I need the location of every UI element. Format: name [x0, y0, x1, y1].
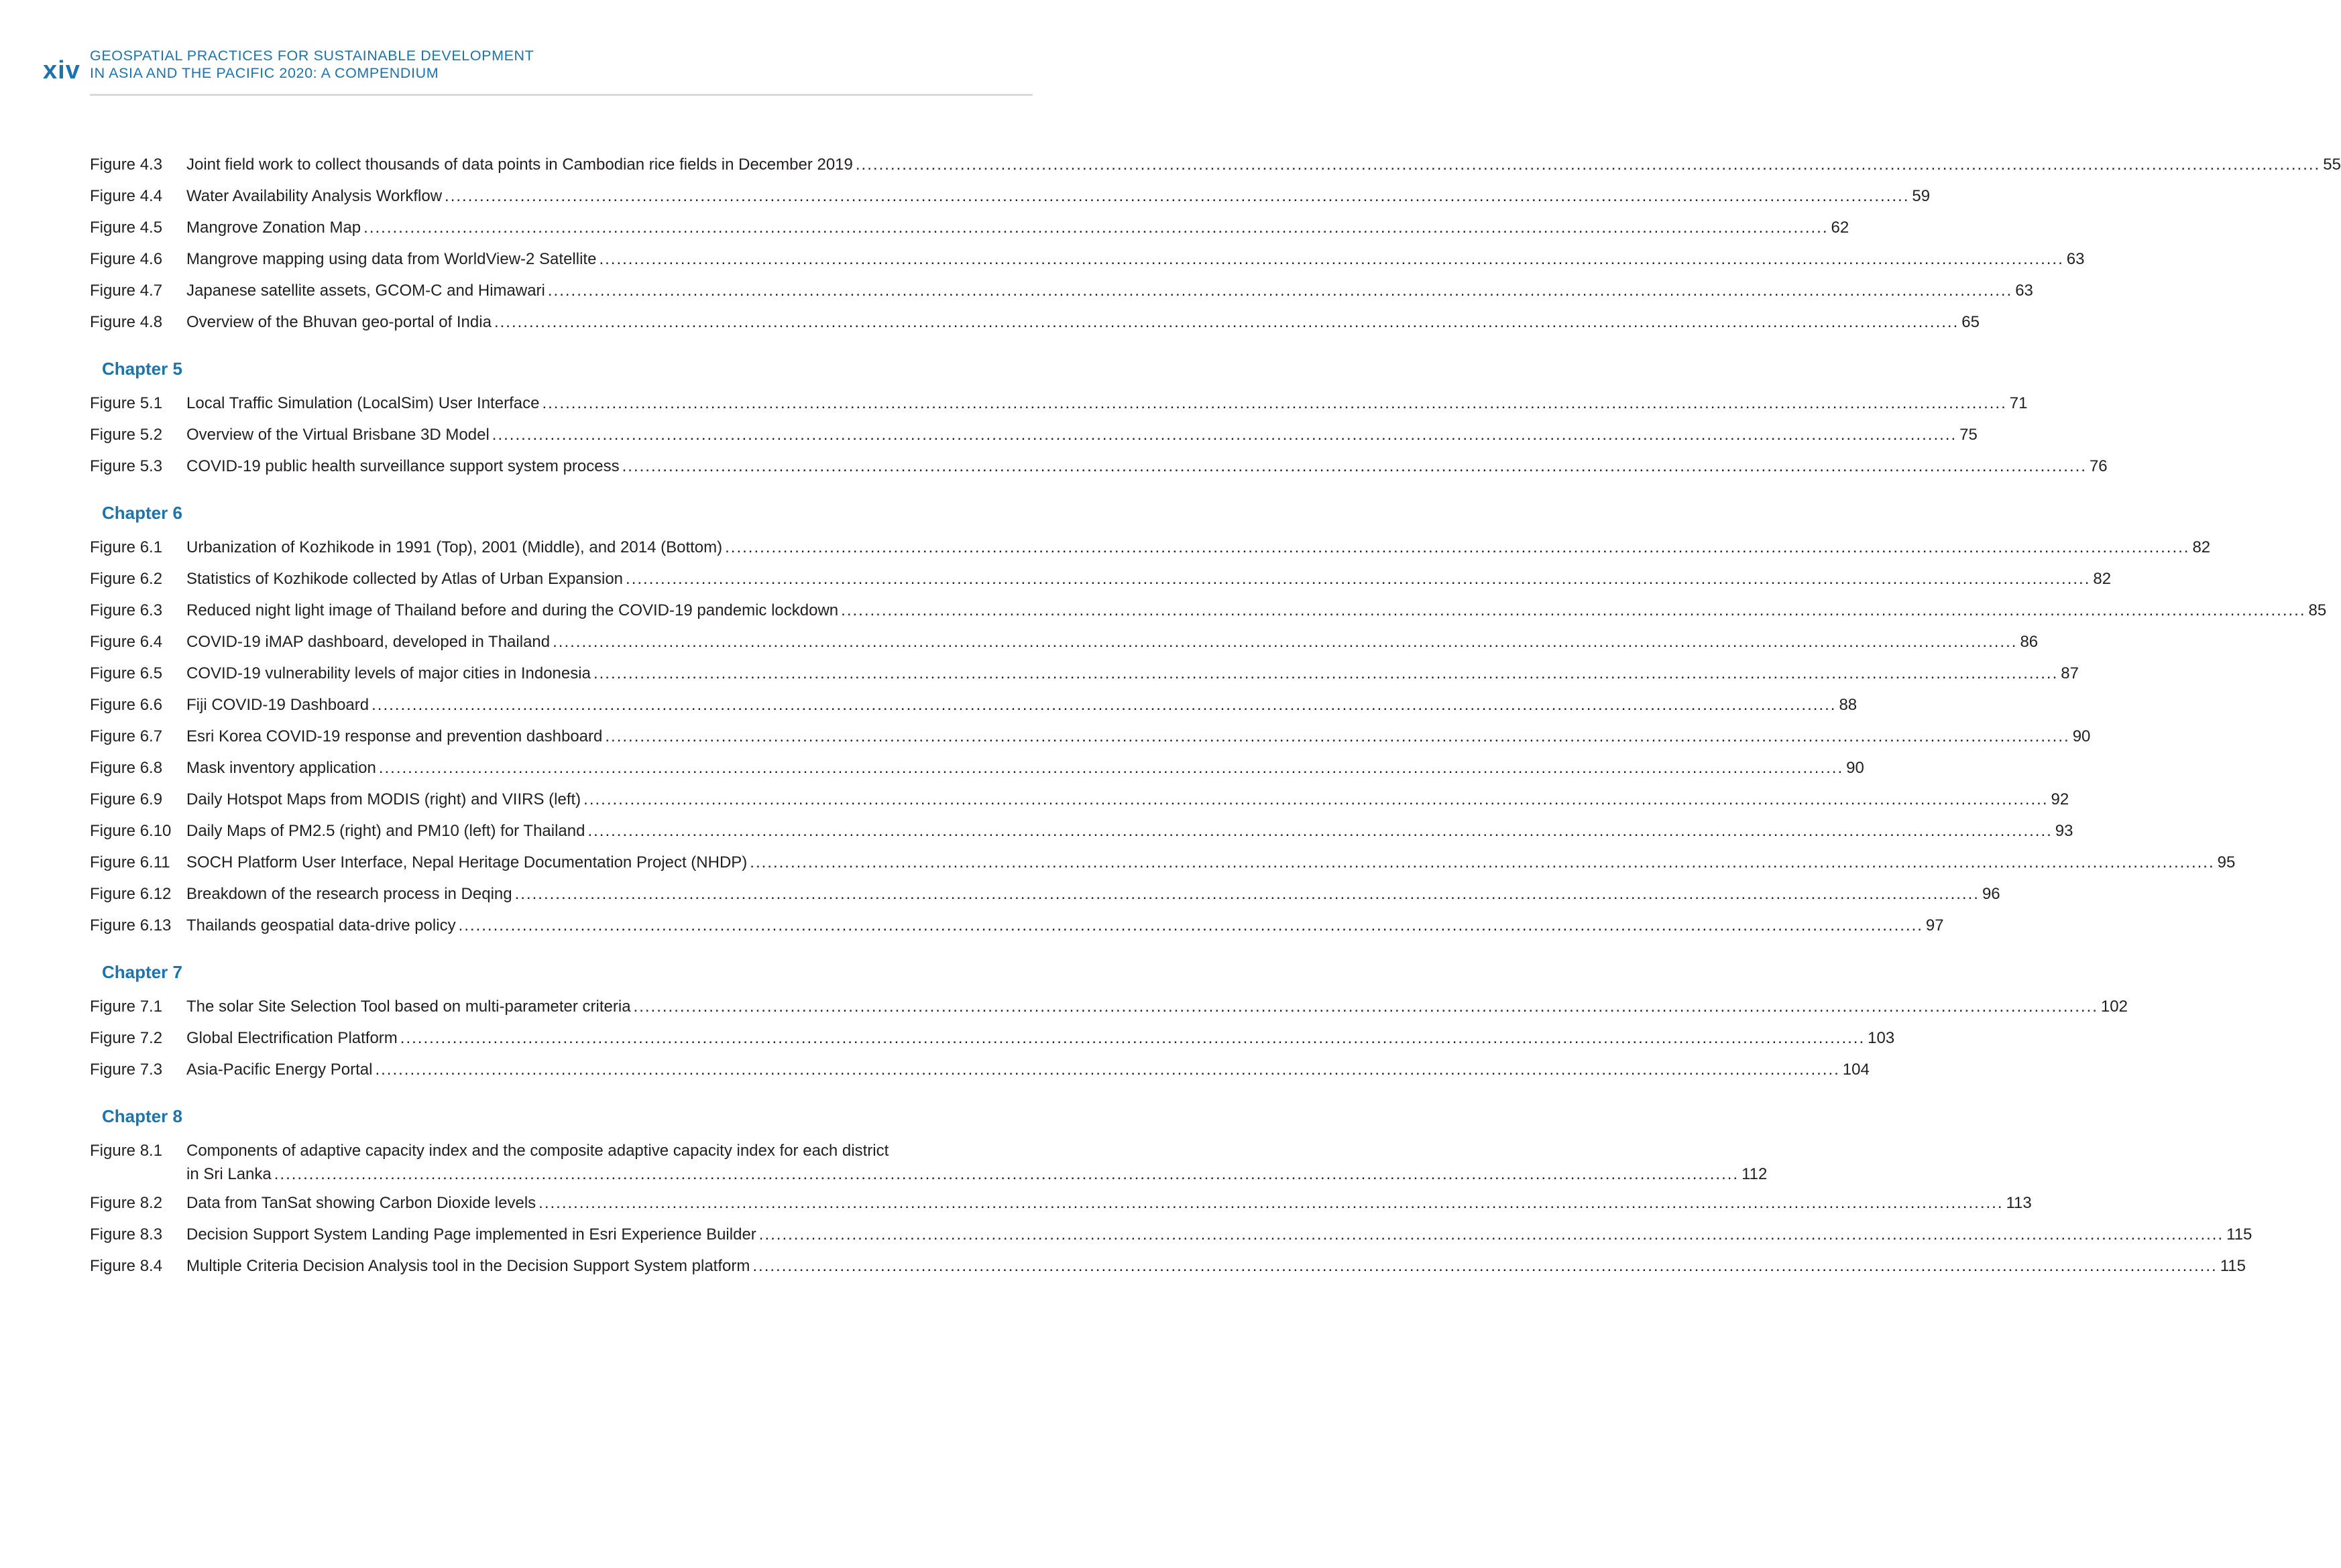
dot-leader — [548, 275, 2012, 306]
dot-leader — [587, 815, 2052, 847]
page-reference: 62 — [1831, 219, 1849, 237]
figure-title: COVID-19 iMAP dashboard, developed in Thailand — [186, 633, 551, 651]
toc-section — [90, 494, 2327, 941]
figure-title: Water Availability Analysis Workflow — [186, 187, 443, 205]
dot-leader — [750, 847, 2214, 878]
figure-title: Decision Support System Landing Page implemented in Esri Experience Builder — [186, 1225, 756, 1244]
dot-leader — [538, 1187, 2003, 1219]
dot-leader — [379, 752, 1843, 784]
figure-entry[interactable] — [90, 450, 2108, 482]
figure-label: Figure 4.7 — [90, 282, 163, 300]
dot-leader — [583, 784, 2048, 815]
figure-entry[interactable] — [90, 991, 2128, 1022]
figure-label: Figure 6.7 — [90, 727, 163, 745]
page-reference: 96 — [1982, 885, 2000, 903]
dot-leader — [459, 910, 1923, 941]
page-header — [43, 44, 1033, 95]
figure-title: Data from TanSat showing Carbon Dioxide levels — [186, 1194, 536, 1212]
page-reference: 115 — [2226, 1225, 2252, 1244]
toc-section — [90, 149, 2341, 338]
figure-label: Figure 7.1 — [90, 998, 163, 1016]
dot-leader — [494, 306, 1959, 338]
page-reference: 82 — [2093, 570, 2112, 588]
figure-title: Esri Korea COVID-19 response and prevention dashboard — [186, 727, 603, 745]
page-reference: 112 — [1742, 1165, 1768, 1183]
figure-label: Figure 6.5 — [90, 664, 163, 682]
figure-label: Figure 6.11 — [90, 853, 170, 871]
figure-label: Figure 8.3 — [90, 1225, 163, 1244]
page-reference: 65 — [1961, 313, 1980, 331]
page-reference: 86 — [2020, 633, 2039, 651]
figure-title-continued: in Sri Lanka — [186, 1165, 272, 1183]
figure-label: Figure 4.6 — [90, 250, 163, 268]
figure-title: Breakdown of the research process in Deqing — [186, 885, 512, 903]
dot-leader — [274, 1162, 1739, 1187]
figure-title: Global Electrification Platform — [186, 1029, 398, 1047]
chapter-heading: Chapter 6 — [102, 503, 182, 523]
figure-label: Figure 6.4 — [90, 633, 163, 651]
page-reference: 82 — [2192, 538, 2211, 556]
figure-label: Figure 6.13 — [90, 916, 172, 934]
figure-entry[interactable] — [90, 784, 2069, 815]
dot-leader — [372, 689, 1836, 721]
page-reference: 95 — [2217, 853, 2236, 871]
figure-entry[interactable] — [90, 689, 1858, 721]
page-reference: 115 — [2220, 1257, 2246, 1275]
page-reference: 75 — [1959, 426, 1978, 444]
page-reference: 90 — [1846, 759, 1864, 777]
figure-label: Figure 6.10 — [90, 822, 172, 840]
dot-leader — [492, 419, 1957, 450]
figure-entry[interactable] — [90, 1135, 1768, 1187]
figure-entry[interactable] — [90, 180, 1931, 212]
figure-label: Figure 6.3 — [90, 601, 163, 619]
dot-leader — [400, 1022, 1865, 1054]
page-reference: 71 — [2009, 394, 2028, 412]
page-reference: 87 — [2061, 664, 2079, 682]
figure-entry[interactable] — [90, 658, 2079, 689]
figure-title: Local Traffic Simulation (LocalSim) User Interface — [186, 394, 540, 412]
figure-entry[interactable] — [90, 847, 2236, 878]
figure-label: Figure 4.8 — [90, 313, 163, 331]
figure-label: Figure 7.3 — [90, 1061, 163, 1079]
figure-entry[interactable] — [90, 595, 2327, 626]
figure-entry[interactable] — [90, 1022, 1895, 1054]
dot-leader — [634, 991, 2098, 1022]
toc-section — [90, 953, 2128, 1085]
figure-entry[interactable] — [90, 1250, 2246, 1282]
dot-leader — [445, 180, 1909, 212]
figure-entry[interactable] — [90, 1054, 1870, 1085]
figure-entry[interactable] — [90, 243, 2085, 275]
toc-section — [90, 1097, 2252, 1282]
figure-label: Figure 4.5 — [90, 219, 163, 237]
dot-leader — [626, 563, 2090, 595]
page-reference: 59 — [1912, 187, 1931, 205]
page-reference: 93 — [2055, 822, 2073, 840]
figure-entry[interactable] — [90, 419, 1978, 450]
figure-title: Overview of the Bhuvan geo-portal of India — [186, 313, 492, 331]
figure-title: Daily Hotspot Maps from MODIS (right) and VIIRS (left) — [186, 790, 581, 808]
page-reference: 90 — [2072, 727, 2091, 745]
page-reference: 63 — [2066, 250, 2085, 268]
dot-leader — [759, 1219, 2224, 1250]
running-title-line-1: GEOSPATIAL PRACTICES FOR SUSTAINABLE DEVELOPMENT — [90, 48, 534, 64]
figure-title: COVID-19 vulnerability levels of major cities in Indonesia — [186, 664, 591, 682]
figure-entry[interactable] — [90, 1187, 2032, 1219]
figure-label: Figure 4.3 — [90, 156, 163, 174]
figure-label: Figure 6.8 — [90, 759, 163, 777]
page-reference: 92 — [2051, 790, 2069, 808]
dot-leader — [752, 1250, 2217, 1282]
figure-title: The solar Site Selection Tool based on multi-parameter criteria — [186, 998, 631, 1016]
header-divider — [90, 94, 1033, 96]
figure-entry[interactable] — [90, 212, 1849, 243]
page-reference: 113 — [2006, 1194, 2032, 1212]
dot-leader — [856, 149, 2320, 180]
figure-title: Daily Maps of PM2.5 (right) and PM10 (left) for Thailand — [186, 822, 585, 840]
figure-title: Urbanization of Kozhikode in 1991 (Top), 2001 (Middle), and 2014 (Bottom) — [186, 538, 723, 556]
dot-leader — [599, 243, 2063, 275]
dot-leader — [363, 212, 1828, 243]
dot-leader — [725, 532, 2189, 563]
page-reference: 85 — [2308, 601, 2327, 619]
figure-entry[interactable] — [90, 1219, 2252, 1250]
figure-entry[interactable] — [90, 306, 1980, 338]
chapter-heading: Chapter 7 — [102, 962, 182, 982]
figure-label: Figure 6.6 — [90, 696, 163, 714]
figure-label: Figure 6.12 — [90, 885, 172, 903]
page-reference: 55 — [2323, 156, 2341, 174]
page-reference: 97 — [1925, 916, 1944, 934]
figure-label: Figure 5.1 — [90, 394, 163, 412]
figure-title: Overview of the Virtual Brisbane 3D Model — [186, 426, 490, 444]
running-title — [90, 47, 534, 82]
figure-label: Figure 5.2 — [90, 426, 163, 444]
figure-title: Mask inventory application — [186, 759, 376, 777]
page-reference: 102 — [2100, 998, 2128, 1016]
figure-entry[interactable] — [90, 752, 1864, 784]
figure-entry[interactable] — [90, 149, 2341, 180]
figure-label: Figure 6.1 — [90, 538, 163, 556]
figure-label: Figure 4.4 — [90, 187, 163, 205]
figure-title: Statistics of Kozhikode collected by Atlas of Urban Expansion — [186, 570, 624, 588]
dot-leader — [593, 658, 2058, 689]
chapter-heading: Chapter 8 — [102, 1106, 182, 1126]
figure-title: SOCH Platform User Interface, Nepal Heritage Documentation Project (NHDP) — [186, 853, 748, 871]
figure-title: Joint field work to collect thousands of data points in Cambodian rice fields in December 2019 — [186, 156, 853, 174]
figure-title: Thailands geospatial data-drive policy — [186, 916, 456, 934]
figure-title: COVID-19 public health surveillance support system process — [186, 457, 620, 475]
figure-entry[interactable] — [90, 721, 2091, 752]
figure-title: Multiple Criteria Decision Analysis tool in the Decision Support System platform — [186, 1257, 750, 1275]
dot-leader — [375, 1054, 1839, 1085]
figure-label: Figure 7.2 — [90, 1029, 163, 1047]
figure-label: Figure 5.3 — [90, 457, 163, 475]
dot-leader — [542, 387, 2006, 419]
figure-entry[interactable] — [90, 563, 2112, 595]
figure-title: Components of adaptive capacity index and the composite adaptive capacity index for each district — [186, 1142, 889, 1160]
dot-leader — [622, 450, 2087, 482]
running-title-line-2: IN ASIA AND THE PACIFIC 2020: A COMPENDIUM — [90, 65, 439, 81]
page-reference: 103 — [1868, 1029, 1895, 1047]
figure-title: Fiji COVID-19 Dashboard — [186, 696, 369, 714]
figure-label: Figure 8.4 — [90, 1257, 163, 1275]
figure-title: Mangrove mapping using data from WorldView-2 Satellite — [186, 250, 597, 268]
figure-entry[interactable] — [90, 878, 2000, 910]
dot-leader — [515, 878, 1980, 910]
chapter-heading: Chapter 5 — [102, 359, 182, 379]
figure-label: Figure 6.9 — [90, 790, 163, 808]
page-reference: 76 — [2089, 457, 2108, 475]
dot-leader — [841, 595, 2305, 626]
figure-label: Figure 6.2 — [90, 570, 163, 588]
figure-entry[interactable] — [90, 626, 2039, 658]
figure-label: Figure 8.2 — [90, 1194, 163, 1212]
page-number: xiv — [43, 56, 80, 84]
figure-entry[interactable] — [90, 910, 1944, 941]
figure-entry[interactable] — [90, 815, 2073, 847]
page-reference: 63 — [2015, 282, 2033, 300]
figure-label: Figure 8.1 — [90, 1142, 163, 1160]
figure-title: Asia-Pacific Energy Portal — [186, 1061, 373, 1079]
figure-title: Japanese satellite assets, GCOM-C and Himawari — [186, 282, 545, 300]
page-reference: 88 — [1839, 696, 1858, 714]
figure-entry[interactable] — [90, 532, 2211, 563]
figure-title: Mangrove Zonation Map — [186, 219, 361, 237]
figure-entry[interactable] — [90, 275, 2033, 306]
dot-leader — [553, 626, 2017, 658]
toc-section — [90, 350, 2108, 482]
figure-entry[interactable] — [90, 387, 2028, 419]
figure-title: Reduced night light image of Thailand before and during the COVID-19 pandemic lockdown — [186, 601, 839, 619]
list-of-figures — [90, 149, 2341, 1294]
dot-leader — [605, 721, 2069, 752]
page-reference: 104 — [1842, 1061, 1870, 1079]
